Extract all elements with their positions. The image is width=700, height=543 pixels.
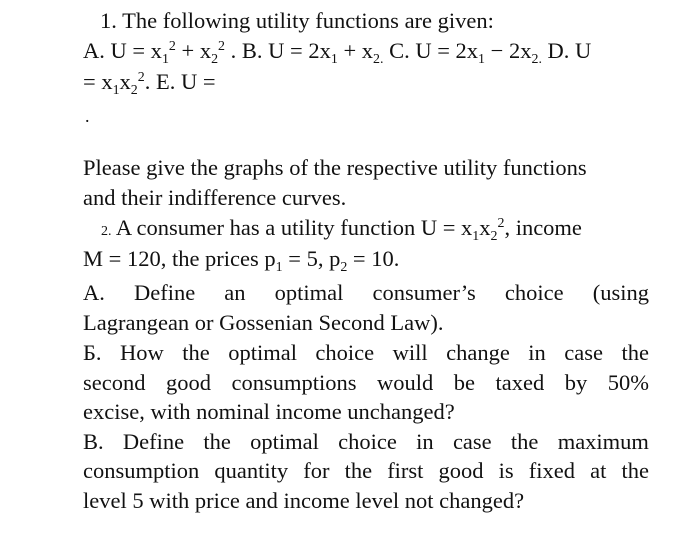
- subscript: 2: [490, 228, 498, 244]
- q2-line2-end: = 10.: [352, 246, 400, 271]
- q1-options-line2: [83, 69, 216, 98]
- q2-line2-text: M = 120, the prices p: [83, 246, 276, 271]
- request-text-2: and their indifference curves.: [83, 185, 347, 210]
- word: How: [120, 340, 164, 365]
- q2-line1-text: A consumer has a utility function U = x: [115, 215, 473, 240]
- option-d-text: D. U: [547, 38, 592, 63]
- q1-options-line: [83, 38, 592, 67]
- subscript: 2.: [373, 51, 384, 67]
- word: the: [621, 340, 649, 365]
- word: Define: [122, 429, 185, 454]
- q2-a-line1: [83, 282, 649, 305]
- word: in: [528, 340, 546, 365]
- word: optimal: [274, 280, 344, 305]
- word: the: [510, 429, 539, 454]
- superscript: 2: [218, 39, 226, 55]
- superscript: 2: [137, 70, 145, 86]
- q2-b-line2: [83, 372, 649, 395]
- word: is: [498, 458, 514, 483]
- plus-x: + x: [181, 38, 212, 63]
- q2-b-line1: [83, 342, 649, 365]
- q2-line2-mid: = 5, p: [288, 246, 341, 271]
- word: choice: [504, 280, 564, 305]
- subscript: 1: [161, 51, 169, 67]
- word: consumptions: [231, 370, 357, 395]
- word: maximum: [557, 429, 649, 454]
- q2-line1-end: , income: [504, 215, 582, 240]
- word: (using: [592, 280, 649, 305]
- subscript: 2: [130, 82, 138, 98]
- word: for: [303, 458, 330, 483]
- subscript: 2.: [531, 51, 542, 67]
- q2-v-line3: [83, 490, 524, 513]
- word: the: [344, 458, 373, 483]
- word: fixed: [528, 458, 576, 483]
- option-e-text: . E. U =: [144, 69, 216, 94]
- q1-request-line2: [83, 187, 346, 210]
- word: the: [621, 458, 649, 483]
- word: consumer’s: [372, 280, 476, 305]
- word: first: [387, 458, 424, 483]
- q2-b-line3-text: excise, with nominal income unchanged?: [83, 399, 455, 424]
- q1-intro: [100, 10, 494, 33]
- word: choice: [315, 340, 375, 365]
- word: consumption: [83, 458, 200, 483]
- word: optimal: [250, 429, 319, 454]
- request-text-1: Please give the graphs of the respective utility functions: [83, 155, 587, 180]
- q2-a-line2: [83, 312, 444, 335]
- subscript: 2: [340, 259, 348, 275]
- x-symbol: x: [479, 215, 491, 240]
- q2-v-line1: [83, 431, 649, 454]
- q2-b-line3: [83, 401, 455, 424]
- q1-request-line1: [83, 157, 587, 180]
- word: be: [453, 370, 475, 395]
- q1-intro-text: 1. The following utility functions are given:: [100, 8, 494, 33]
- word: second: [83, 370, 146, 395]
- stray-dot: .: [85, 106, 90, 126]
- subscript: 1: [472, 228, 480, 244]
- word: by: [564, 370, 588, 395]
- subscript: 1: [330, 51, 338, 67]
- option-b-text: . B. U = 2x: [230, 38, 331, 63]
- word: case: [564, 340, 603, 365]
- word: 50%: [607, 370, 649, 395]
- word: would: [377, 370, 434, 395]
- plus-x: + x: [343, 38, 374, 63]
- q2-line2: [83, 246, 400, 275]
- word: A.: [83, 280, 105, 305]
- subscript: 1: [275, 259, 283, 275]
- word: an: [224, 280, 246, 305]
- q2-line1: [101, 215, 582, 244]
- word: the: [203, 429, 231, 454]
- q2-v-line2: [83, 460, 649, 483]
- word: quantity: [214, 458, 289, 483]
- minus-2x: − 2x: [490, 38, 532, 63]
- subscript: 2: [211, 51, 219, 67]
- word: choice: [338, 429, 397, 454]
- word: Б.: [83, 340, 102, 365]
- option-d-cont: = x: [83, 69, 113, 94]
- word: optimal: [228, 340, 297, 365]
- word: change: [446, 340, 510, 365]
- word: B.: [83, 429, 104, 454]
- word: will: [392, 340, 428, 365]
- q2-number: 2.: [101, 224, 112, 239]
- q2-a-line2-text: Lagrangean or Gossenian Second Law).: [83, 310, 444, 335]
- superscript: 2: [168, 39, 176, 55]
- option-a-text: A. U = x: [83, 38, 162, 63]
- word: good: [438, 458, 484, 483]
- option-c-text: C. U = 2x: [389, 38, 479, 63]
- word: in: [416, 429, 434, 454]
- x-symbol: x: [119, 69, 131, 94]
- word: the: [182, 340, 210, 365]
- word: Define: [133, 280, 196, 305]
- subscript: 1: [478, 51, 486, 67]
- word: at: [590, 458, 607, 483]
- q2-v-line3-text: level 5 with price and income level not changed?: [83, 488, 525, 513]
- word: taxed: [495, 370, 545, 395]
- word: case: [452, 429, 492, 454]
- superscript: 2: [497, 216, 505, 232]
- subscript: 1: [112, 82, 120, 98]
- word: good: [165, 370, 211, 395]
